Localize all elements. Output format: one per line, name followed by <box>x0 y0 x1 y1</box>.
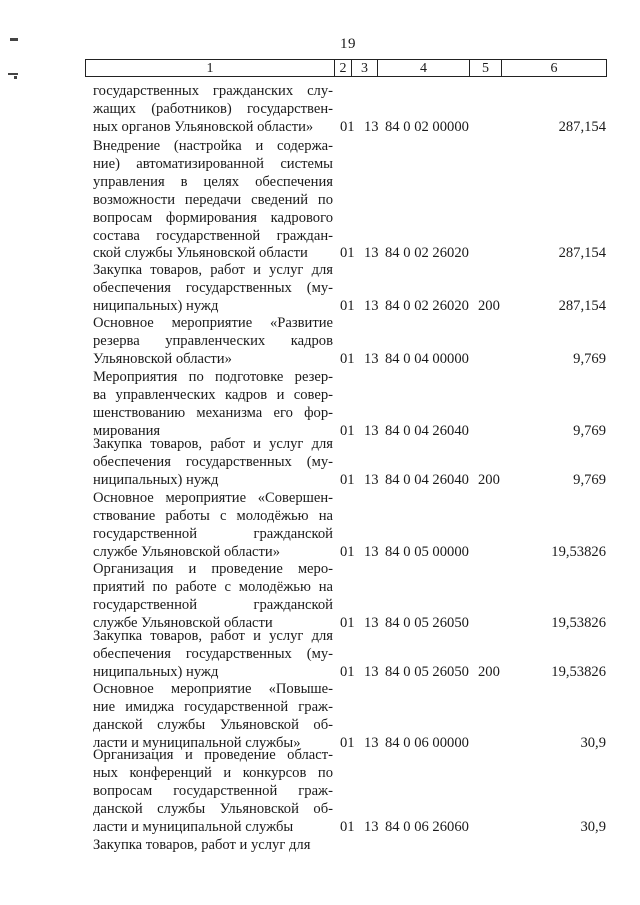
description-line: Закупка товаров, работ и услуг для <box>93 837 311 853</box>
podrazdel-code: 13 <box>364 543 379 560</box>
razdel-code: 01 <box>340 471 355 488</box>
target-article-code: 84 0 05 00000 <box>385 543 469 560</box>
row-description <box>93 436 333 490</box>
razdel-code: 01 <box>340 818 355 835</box>
table-header <box>85 59 607 79</box>
amount-value: 9,769 <box>573 471 606 488</box>
amount-value: 287,154 <box>558 297 606 314</box>
description-line: приятий по работе с молодёжью на <box>93 578 333 595</box>
podrazdel-code: 13 <box>364 422 379 439</box>
description-line: ва управленческих кадров и совер- <box>93 386 333 403</box>
expense-type-code: 200 <box>478 297 500 314</box>
scan-mark <box>14 76 17 79</box>
target-article-code: 84 0 02 00000 <box>385 118 469 135</box>
description-line: вопросам государственной граж- <box>93 782 333 799</box>
target-article-code: 84 0 04 26040 <box>385 471 469 488</box>
description-line: Закупка товаров, работ и услуг для <box>93 436 333 452</box>
description-line: жащих (работников) государствен- <box>93 100 333 117</box>
target-article-code: 84 0 06 00000 <box>385 734 469 751</box>
amount-value: 30,9 <box>580 734 606 751</box>
expense-type-code: 200 <box>478 471 500 488</box>
podrazdel-code: 13 <box>364 734 379 751</box>
description-line: Основное мероприятие «Повыше- <box>93 681 333 697</box>
description-line: обеспечения государственных (му- <box>93 453 333 470</box>
description-line: службе Ульяновской области» <box>93 543 281 560</box>
description-line: ниципальных) нужд <box>93 297 219 314</box>
description-line: ниципальных) нужд <box>93 471 219 488</box>
row-description <box>93 138 333 263</box>
description-line: ных органов Ульяновской области» <box>93 118 314 135</box>
description-line: обеспечения государственных (му- <box>93 645 333 662</box>
description-line: данской службы Ульяновской об- <box>93 800 333 817</box>
row-description <box>93 747 333 837</box>
podrazdel-code: 13 <box>364 663 379 680</box>
target-article-code: 84 0 04 26040 <box>385 422 469 439</box>
description-line: Основное мероприятие «Развитие <box>93 315 333 331</box>
amount-value: 19,53826 <box>551 614 606 631</box>
description-line: ние) автоматизированной системы <box>93 155 333 172</box>
row-description <box>93 369 333 441</box>
razdel-code: 01 <box>340 543 355 560</box>
razdel-code: 01 <box>340 663 355 680</box>
header-col-5: 5 <box>469 59 502 77</box>
description-line: Ульяновской области» <box>93 350 232 367</box>
description-line: управления в целях обеспечения <box>93 173 333 190</box>
description-line: государственной гражданской <box>93 525 333 542</box>
description-line: Внедрение (настройка и содержа- <box>93 138 333 154</box>
header-col-3: 3 <box>351 59 378 77</box>
description-line: шенствованию механизма его фор- <box>93 404 333 421</box>
description-line: данской службы Ульяновской об- <box>93 716 333 733</box>
description-line: ласти и муниципальной службы» <box>93 734 301 751</box>
description-line: Организация и проведение област- <box>93 747 333 763</box>
description-line: возможности передачи сведений по <box>93 191 333 208</box>
razdel-code: 01 <box>340 422 355 439</box>
razdel-code: 01 <box>340 614 355 631</box>
target-article-code: 84 0 05 26050 <box>385 663 469 680</box>
target-article-code: 84 0 04 00000 <box>385 350 469 367</box>
description-line: вопросам формирования кадрового <box>93 209 333 226</box>
amount-value: 9,769 <box>573 350 606 367</box>
amount-value: 30,9 <box>580 818 606 835</box>
podrazdel-code: 13 <box>364 350 379 367</box>
description-line: ных конференций и конкурсов по <box>93 764 333 781</box>
podrazdel-code: 13 <box>364 245 379 262</box>
description-line: резерва управленческих кадров <box>93 332 333 349</box>
description-line: Закупка товаров, работ и услуг для <box>93 628 333 644</box>
podrazdel-code: 13 <box>364 297 379 314</box>
expense-type-code: 200 <box>478 663 500 680</box>
description-line: ской службы Ульяновской области <box>93 245 308 262</box>
page-number: 19 <box>340 36 356 52</box>
description-line: обеспечения государственных (му- <box>93 279 333 296</box>
header-col-6: 6 <box>501 59 607 77</box>
description-line: ласти и муниципальной службы <box>93 818 294 835</box>
description-line: Организация и проведение меро- <box>93 561 333 577</box>
row-description <box>93 628 333 682</box>
scan-mark <box>10 38 18 41</box>
podrazdel-code: 13 <box>364 818 379 835</box>
scan-mark <box>8 73 18 75</box>
row-description <box>93 262 333 316</box>
podrazdel-code: 13 <box>364 614 379 631</box>
razdel-code: 01 <box>340 350 355 367</box>
header-col-4: 4 <box>377 59 470 77</box>
row-description <box>93 561 333 633</box>
razdel-code: 01 <box>340 118 355 135</box>
podrazdel-code: 13 <box>364 471 379 488</box>
description-line: государственных гражданских слу- <box>93 83 333 99</box>
razdel-code: 01 <box>340 297 355 314</box>
header-col-2: 2 <box>334 59 352 77</box>
description-line: Закупка товаров, работ и услуг для <box>93 262 333 278</box>
description-line: ствование работы с молодёжью на <box>93 507 333 524</box>
description-line: ние имиджа государственной граж- <box>93 698 333 715</box>
description-line: Мероприятия по подготовке резер- <box>93 369 333 385</box>
amount-value: 19,53826 <box>551 543 606 560</box>
header-col-1: 1 <box>85 59 335 77</box>
amount-value: 287,154 <box>558 118 606 135</box>
row-description <box>93 837 333 855</box>
razdel-code: 01 <box>340 734 355 751</box>
row-description <box>93 681 333 753</box>
description-line: государственной гражданской <box>93 596 333 613</box>
amount-value: 9,769 <box>573 422 606 439</box>
row-description <box>93 490 333 562</box>
razdel-code: 01 <box>340 245 355 262</box>
target-article-code: 84 0 02 26020 <box>385 297 469 314</box>
description-line: состава государственной граждан- <box>93 227 333 244</box>
description-line: мирования <box>93 422 161 439</box>
description-line: ниципальных) нужд <box>93 663 219 680</box>
target-article-code: 84 0 02 26020 <box>385 245 469 262</box>
target-article-code: 84 0 06 26060 <box>385 818 469 835</box>
row-description <box>93 83 333 137</box>
amount-value: 287,154 <box>558 245 606 262</box>
description-line: Основное мероприятие «Совершен- <box>93 490 333 506</box>
description-line: службе Ульяновской области <box>93 614 273 631</box>
row-description <box>93 315 333 369</box>
target-article-code: 84 0 05 26050 <box>385 614 469 631</box>
amount-value: 19,53826 <box>551 663 606 680</box>
podrazdel-code: 13 <box>364 118 379 135</box>
